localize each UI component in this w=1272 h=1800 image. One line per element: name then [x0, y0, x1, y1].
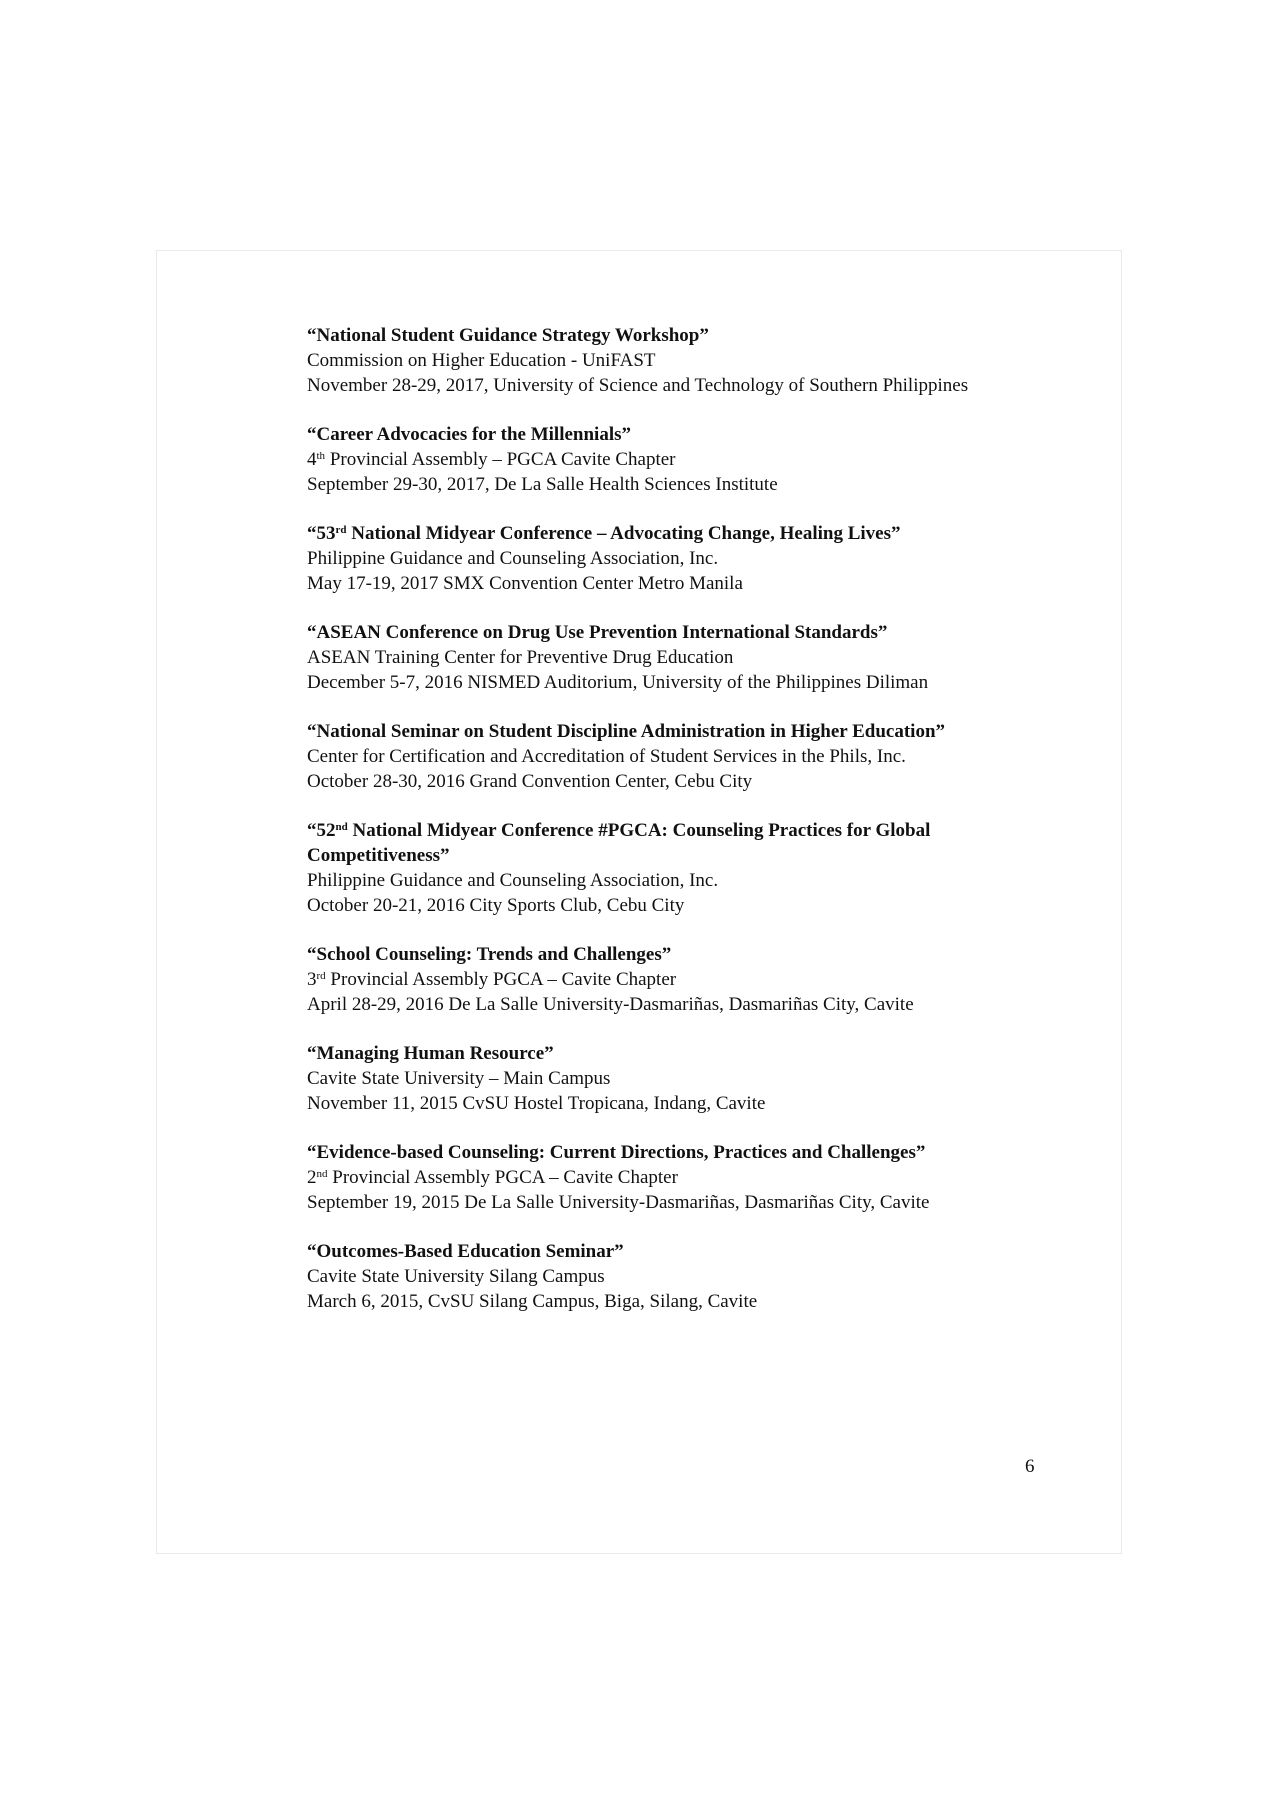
title-ordinal-suffix: nd [335, 821, 348, 833]
entry-organizer: Philippine Guidance and Counseling Association, Inc. [307, 548, 719, 569]
entry-details: September 29-30, 2017, De La Salle Health Sciences Institute [307, 474, 778, 495]
organizer-ordinal: 2 [307, 1167, 317, 1188]
page-number: 6 [1025, 1456, 1035, 1477]
entry-details: November 28-29, 2017, University of Science and Technology of Southern Philippines [307, 375, 969, 396]
entry-title-continued: Competitiveness” [307, 845, 450, 866]
entry-title: “Managing Human Resource” [307, 1043, 554, 1064]
entry-organizer [307, 967, 1067, 992]
entry-organizer: Commission on Higher Education - UniFAST [307, 350, 656, 371]
entry-details: November 11, 2015 CvSU Hostel Tropicana, Indang, Cavite [307, 1093, 766, 1114]
organizer-ordinal-suffix: rd [316, 970, 326, 982]
entry-organizer: Cavite State University Silang Campus [307, 1266, 605, 1287]
entry-title [307, 521, 1067, 546]
entry-details: December 5-7, 2016 NISMED Auditorium, University of the Philippines Diliman [307, 672, 929, 693]
title-ordinal: “52 [307, 820, 336, 841]
organizer-text: Provincial Assembly PGCA – Cavite Chapter [327, 1167, 678, 1188]
entry-organizer: Center for Certification and Accreditation of Student Services in the Phils, Inc. [307, 746, 906, 767]
entry-title: “National Seminar on Student Discipline Administration in Higher Education” [307, 721, 946, 742]
list-item [307, 1140, 1067, 1215]
organizer-text: Provincial Assembly PGCA – Cavite Chapter [325, 969, 677, 990]
organizer-text: Provincial Assembly – PGCA Cavite Chapter [325, 449, 676, 470]
entry-details: October 20-21, 2016 City Sports Club, Cebu City [307, 895, 685, 916]
list-item [307, 719, 1067, 794]
entry-details: May 17-19, 2017 SMX Convention Center Metro Manila [307, 573, 743, 594]
list-item [307, 620, 1067, 695]
title-ordinal-suffix: rd [335, 524, 347, 536]
title-ordinal: “53 [307, 523, 336, 544]
entry-title: “ASEAN Conference on Drug Use Prevention International Standards” [307, 622, 888, 643]
list-item [307, 422, 1067, 497]
entry-title [307, 818, 1067, 843]
organizer-ordinal-suffix: th [316, 450, 326, 462]
title-text: National Midyear Conference – Advocating Change, Healing Lives” [346, 523, 901, 544]
entry-details: October 28-30, 2016 Grand Convention Center, Cebu City [307, 771, 753, 792]
entry-title: “School Counseling: Trends and Challenges” [307, 944, 672, 965]
entry-details: April 28-29, 2016 De La Salle University-Dasmariñas, Dasmariñas City, Cavite [307, 994, 914, 1015]
entry-organizer: Cavite State University – Main Campus [307, 1068, 611, 1089]
entry-title: “National Student Guidance Strategy Workshop” [307, 325, 709, 346]
title-text: National Midyear Conference #PGCA: Counseling Practices for Global [347, 820, 931, 841]
entry-organizer: Philippine Guidance and Counseling Association, Inc. [307, 870, 719, 891]
entry-title: “Evidence-based Counseling: Current Directions, Practices and Challenges” [307, 1142, 926, 1163]
organizer-ordinal: 3 [307, 969, 317, 990]
entry-organizer [307, 447, 1067, 472]
list-item [307, 942, 1067, 1017]
organizer-ordinal: 4 [307, 449, 317, 470]
list-item [307, 521, 1067, 596]
list-item [307, 323, 1067, 398]
list-item [307, 818, 1067, 918]
entry-organizer [307, 1165, 1067, 1190]
list-item [307, 1239, 1067, 1314]
entry-organizer: ASEAN Training Center for Preventive Drug Education [307, 647, 734, 668]
list-item [307, 1041, 1067, 1116]
entry-title: “Career Advocacies for the Millennials” [307, 424, 632, 445]
entry-details: March 6, 2015, CvSU Silang Campus, Biga, Silang, Cavite [307, 1291, 758, 1312]
seminar-list [307, 323, 1067, 1338]
organizer-ordinal-suffix: nd [316, 1168, 328, 1180]
entry-details: September 19, 2015 De La Salle University-Dasmariñas, Dasmariñas City, Cavite [307, 1192, 930, 1213]
entry-title: “Outcomes-Based Education Seminar” [307, 1241, 624, 1262]
